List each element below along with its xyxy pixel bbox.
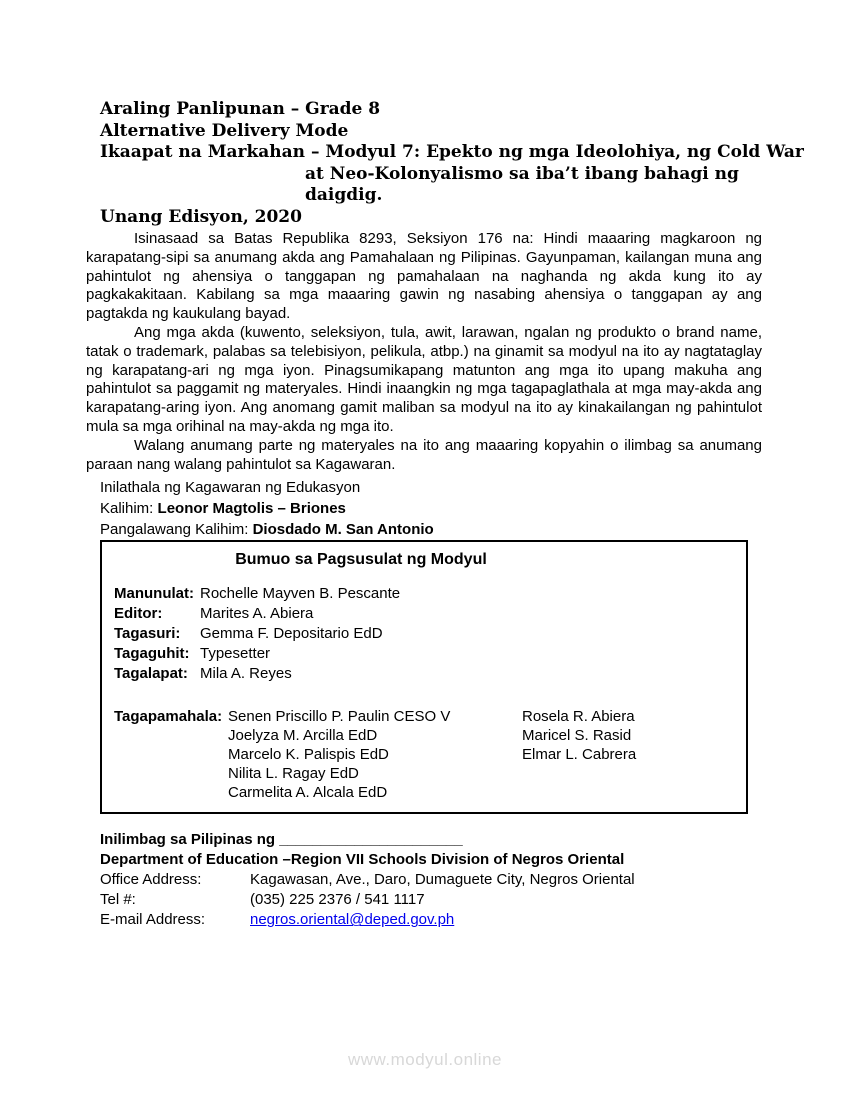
undersecretary-name: Diosdado M. San Antonio [252, 521, 434, 539]
team-roles-list [114, 584, 746, 684]
module-title-line-3: daigdig. [305, 185, 383, 205]
printed-by-line: Inilimbag sa Pilipinas ng ______________________ [100, 831, 463, 849]
secretary-label: Kalihim: [100, 500, 158, 518]
reviewer-label: Tagasuri: [114, 625, 181, 643]
team-row-layout-artist [114, 664, 746, 684]
management-label: Tagapamahala: [114, 708, 223, 726]
copyright-notice [86, 230, 762, 474]
module-title-line-1: Ikaapat na Markahan – Modyul 7: Epekto ng mga Ideolohiya, ng Cold War [100, 142, 804, 162]
management-name: Nilita L. Ragay EdD [228, 765, 359, 783]
layout-artist-name: Mila A. Reyes [200, 665, 292, 683]
editor-label: Editor: [114, 605, 163, 623]
management-name: Maricel S. Rasid [522, 727, 632, 745]
team-box-title: Bumuo sa Pagsusulat ng Modyul [235, 551, 487, 569]
email-row [100, 910, 850, 930]
team-row-writer [114, 584, 746, 604]
office-address-row [100, 870, 850, 890]
module-title-block [0, 0, 850, 228]
management-name: Joelyza M. Arcilla EdD [228, 727, 378, 745]
development-team-box [100, 540, 748, 814]
telephone-value: (035) 225 2376 / 541 1117 [250, 891, 425, 909]
division-line: Department of Education –Region VII Schools Division of Negros Oriental [100, 851, 625, 869]
team-row-illustrator [114, 644, 746, 664]
illustrator-label: Tagaguhit: [114, 645, 190, 663]
email-link[interactable]: negros.oriental@deped.gov.ph [250, 911, 455, 929]
delivery-mode-line: Alternative Delivery Mode [100, 120, 349, 141]
module-title-line-2: at Neo-Kolonyalismo sa iba’t ibang bahagi ng [305, 163, 739, 184]
print-info-block [100, 830, 850, 930]
management-column-2 [522, 707, 636, 802]
telephone-label: Tel #: [100, 891, 136, 909]
writer-name: Rochelle Mayven B. Pescante [200, 585, 401, 603]
undersecretary-line [100, 519, 850, 540]
management-team [114, 707, 746, 802]
management-name: Senen Priscillo P. Paulin CESO V [228, 708, 451, 726]
copyright-paragraph-2: Ang mga akda (kuwento, seleksiyon, tula, awit, larawan, ngalan ng produkto o brand name, tatak o trademark, palabas sa telebisiyon, pelikula, atbp.) na ginamit sa modyul na ito ay nagtataglay ng karapatang-ari ng mga iyon. Pinagsumikapang matunton ang mga ito upang makuha ang pahintulot sa paggamit ng materyales. Hindi inaangkin ng mga tagapaglathala at mga may-akda ang karapatang-aring iyon. Ang anomang gamit maliban sa modyul na ito ay kinakailangan ng pahintulot mula sa mga orihinal na may-akda ng mga ito. [86, 323, 762, 435]
team-row-reviewer [114, 624, 746, 644]
management-name: Carmelita A. Alcala EdD [228, 784, 388, 802]
email-label: E-mail Address: [100, 911, 206, 929]
management-column-1 [228, 707, 522, 802]
office-address-value: Kagawasan, Ave., Daro, Dumaguete City, Negros Oriental [250, 871, 635, 889]
subject-grade-line: Araling Panlipunan – Grade 8 [100, 99, 381, 119]
copyright-paragraph-1: Isinasaad sa Batas Republika 8293, Seksiyon 176 na: Hindi maaaring magkaroon ng karapatang-sipi sa anumang akda ang Pamahalaan ng Pilipinas. Gayunpaman, kailangan muna ang pahintulot ng ahensiya o tanggapan ng pamahalaan na naghanda ng akda kung ito ay pagkakakitaan. Kabilang sa mga maaaring gawin ng nasabing ahensiya o tanggapan ay ang pagtakda ng kaukulang bayad. [86, 230, 762, 323]
secretary-name: Leonor Magtolis – Briones [157, 500, 346, 518]
management-name: Marcelo K. Palispis EdD [228, 746, 389, 764]
undersecretary-label: Pangalawang Kalihim: [100, 521, 253, 539]
copyright-paragraph-3: Walang anumang parte ng materyales na ito ang maaaring kopyahin o ilimbag sa anumang paraan nang walang pahintulot sa Kagawaran. [86, 436, 762, 473]
publisher-block [100, 477, 850, 540]
editor-name: Marites A. Abiera [200, 605, 314, 623]
secretary-line [100, 498, 850, 519]
watermark-text: www.modyul.online [347, 1050, 502, 1069]
management-name: Rosela R. Abiera [522, 708, 635, 726]
management-name: Elmar L. Cabrera [522, 746, 637, 764]
edition-line: Unang Edisyon, 2020 [100, 206, 302, 227]
writer-label: Manunulat: [114, 585, 194, 603]
telephone-row [100, 890, 850, 910]
reviewer-name: Gemma F. Depositario EdD [200, 625, 383, 643]
illustrator-name: Typesetter [200, 645, 271, 663]
office-address-label: Office Address: [100, 871, 202, 889]
layout-artist-label: Tagalapat: [114, 665, 188, 683]
team-row-editor [114, 604, 746, 624]
published-by-line: Inilathala ng Kagawaran ng Edukasyon [100, 479, 361, 497]
